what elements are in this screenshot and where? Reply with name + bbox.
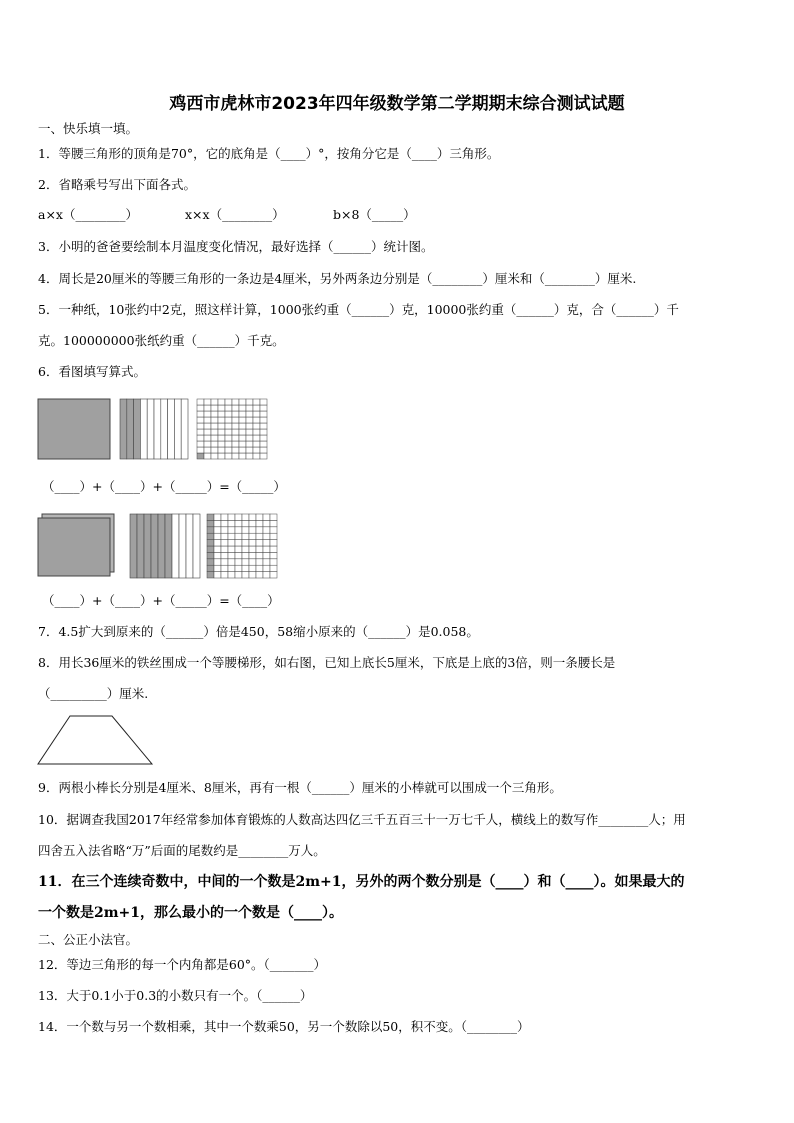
hundredth-cell	[235, 546, 242, 552]
hundredth-cell	[204, 411, 211, 417]
hundredth-cell	[256, 546, 263, 552]
question-6: 6．看图填写算式。	[38, 364, 146, 379]
hundredth-cell	[253, 441, 260, 447]
question-11-line-1: 11．在三个连续奇数中，中间的一个数是2m+1，另外的两个数分别是（____）和（____）。如果最大的	[38, 874, 685, 890]
hundredth-cell	[246, 429, 253, 435]
tenth-strip	[165, 514, 172, 578]
hundredth-cell	[204, 447, 211, 453]
question-12: 12．等边三角形的每一个内角都是60°。（_______）	[38, 957, 327, 972]
hundredth-cell	[207, 520, 214, 526]
hundredth-cell	[197, 441, 204, 447]
hundredth-cell	[249, 559, 256, 565]
hundredth-cell	[228, 514, 235, 520]
hundredth-cell	[256, 565, 263, 571]
hundredth-cell	[263, 540, 270, 546]
hundredth-cell	[260, 423, 267, 429]
tenth-strip	[140, 399, 147, 459]
tenth-strip	[158, 514, 165, 578]
hundredth-cell	[246, 417, 253, 423]
hundredth-cell	[225, 423, 232, 429]
hundredth-cell	[235, 565, 242, 571]
question-1: 1．等腰三角形的顶角是70°，它的底角是（____）°，按角分它是（____）三角形。	[38, 146, 500, 161]
hundredth-cell	[211, 423, 218, 429]
hundredth-cell	[263, 520, 270, 526]
hundredth-cell	[249, 527, 256, 533]
hundredth-cell	[242, 546, 249, 552]
hundredth-cell	[253, 417, 260, 423]
hundredth-cell	[235, 527, 242, 533]
hundredth-cell	[221, 533, 228, 539]
tenth-strip	[193, 514, 200, 578]
hundredth-cell	[263, 533, 270, 539]
hundredth-cell	[214, 559, 221, 565]
hundredth-cell	[225, 441, 232, 447]
hundredth-cell	[232, 399, 239, 405]
hundredth-cell	[207, 514, 214, 520]
hundredth-cell	[256, 559, 263, 565]
hundredth-cell	[197, 447, 204, 453]
full-square-front	[38, 518, 110, 576]
hundredth-cell	[270, 514, 277, 520]
hundredth-cell	[204, 435, 211, 441]
hundredth-cell	[256, 572, 263, 578]
hundredth-cell	[204, 423, 211, 429]
hundredth-cell	[211, 429, 218, 435]
hundredth-cell	[242, 572, 249, 578]
tenth-strip	[147, 399, 154, 459]
hundredth-cell	[242, 520, 249, 526]
hundredth-cell	[260, 405, 267, 411]
tenth-strip	[137, 514, 144, 578]
tenths-square	[130, 514, 200, 578]
hundredth-cell	[235, 552, 242, 558]
tenth-strip	[120, 399, 127, 459]
hundredths-square	[207, 514, 277, 578]
hundredth-cell	[218, 441, 225, 447]
hundredth-cell	[239, 447, 246, 453]
hundredth-cell	[246, 405, 253, 411]
hundredth-cell	[232, 411, 239, 417]
hundredth-cell	[232, 441, 239, 447]
question-2-item-2: x×x（________）	[185, 207, 285, 222]
hundredth-cell	[221, 565, 228, 571]
hundredth-cell	[242, 533, 249, 539]
hundredth-cell	[228, 546, 235, 552]
section-heading-1: 一、快乐填一填。	[38, 121, 139, 136]
hundredth-cell	[260, 411, 267, 417]
hundredth-cell	[256, 533, 263, 539]
hundredth-cell	[253, 429, 260, 435]
hundredth-cell	[204, 453, 211, 459]
hundredth-cell	[228, 572, 235, 578]
hundredth-cell	[218, 405, 225, 411]
question-5-line-1: 5．一种纸，10张约中2克，照这样计算，1000张约重（______）克，10000张约重（______）克，合（______）千	[38, 302, 679, 317]
hundredth-cell	[207, 540, 214, 546]
hundredth-cell	[228, 565, 235, 571]
hundredth-cell	[214, 533, 221, 539]
figure-row-1	[36, 397, 276, 463]
hundredth-cell	[221, 546, 228, 552]
hundredth-cell	[204, 441, 211, 447]
tenth-strip	[151, 514, 158, 578]
hundredth-cell	[260, 453, 267, 459]
hundredth-cell	[211, 441, 218, 447]
hundredth-cell	[260, 435, 267, 441]
hundredth-cell	[249, 540, 256, 546]
hundredth-cell	[197, 411, 204, 417]
hundredth-cell	[263, 546, 270, 552]
hundredth-cell	[207, 565, 214, 571]
hundredth-cell	[225, 429, 232, 435]
hundredth-cell	[246, 423, 253, 429]
hundredth-cell	[232, 405, 239, 411]
hundredth-cell	[218, 447, 225, 453]
hundredth-cell	[197, 435, 204, 441]
hundredth-cell	[204, 417, 211, 423]
question-10-line-1: 10．据调查我国2017年经常参加体育锻炼的人数高达四亿三千五百三十一万七千人，横线上的数写作________人；用	[38, 812, 686, 827]
hundredth-cell	[253, 447, 260, 453]
hundredth-cell	[232, 447, 239, 453]
tenth-strip	[179, 514, 186, 578]
hundredth-cell	[225, 435, 232, 441]
hundredth-cell	[221, 552, 228, 558]
hundredth-cell	[211, 453, 218, 459]
hundredth-cell	[228, 540, 235, 546]
hundredth-cell	[232, 423, 239, 429]
hundredth-cell	[221, 527, 228, 533]
hundredth-cell	[239, 423, 246, 429]
hundredth-cell	[246, 441, 253, 447]
hundredth-cell	[246, 447, 253, 453]
hundredth-cell	[235, 540, 242, 546]
hundredth-cell	[218, 453, 225, 459]
hundredth-cell	[242, 527, 249, 533]
hundredth-cell	[225, 399, 232, 405]
hundredth-cell	[263, 552, 270, 558]
hundredth-cell	[239, 453, 246, 459]
hundredth-cell	[270, 559, 277, 565]
figure-row-2	[36, 512, 286, 580]
hundredth-cell	[246, 453, 253, 459]
hundredth-cell	[260, 399, 267, 405]
hundredth-cell	[256, 520, 263, 526]
hundredth-cell	[249, 520, 256, 526]
hundredth-cell	[239, 429, 246, 435]
hundredths-square	[197, 399, 267, 459]
question-10-line-2: 四舍五入法省略“万”后面的尾数约是________万人。	[38, 843, 326, 858]
hundredth-cell	[256, 540, 263, 546]
hundredth-cell	[246, 399, 253, 405]
hundredth-cell	[218, 411, 225, 417]
hundredth-cell	[218, 399, 225, 405]
hundredth-cell	[228, 520, 235, 526]
hundredth-cell	[211, 405, 218, 411]
tenths-square	[120, 399, 188, 459]
hundredth-cell	[253, 411, 260, 417]
hundredth-cell	[204, 405, 211, 411]
hundredth-cell	[270, 520, 277, 526]
hundredth-cell	[221, 572, 228, 578]
hundredth-cell	[239, 417, 246, 423]
hundredth-cell	[211, 399, 218, 405]
hundredth-cell	[221, 520, 228, 526]
tenth-strip	[130, 514, 137, 578]
hundredth-cell	[232, 429, 239, 435]
hundredth-cell	[249, 514, 256, 520]
hundredth-cell	[256, 527, 263, 533]
tenth-strip	[172, 514, 179, 578]
hundredth-cell	[214, 565, 221, 571]
hundredth-cell	[235, 520, 242, 526]
hundredth-cell	[256, 552, 263, 558]
hundredth-cell	[221, 514, 228, 520]
hundredth-cell	[263, 565, 270, 571]
hundredth-cell	[242, 565, 249, 571]
hundredth-cell	[211, 417, 218, 423]
hundredth-cell	[197, 405, 204, 411]
hundredth-cell	[239, 435, 246, 441]
hundredth-cell	[207, 572, 214, 578]
hundredth-cell	[242, 552, 249, 558]
hundredth-cell	[242, 559, 249, 565]
page-title: 鸡西市虎林市2023年四年级数学第二学期期末综合测试试题	[169, 94, 625, 114]
hundredth-cell	[197, 423, 204, 429]
question-14: 14．一个数与另一个数相乘，其中一个数乘50，另一个数除以50，积不变。（________）	[38, 1019, 530, 1034]
tenth-strip	[181, 399, 188, 459]
hundredth-cell	[260, 447, 267, 453]
hundredth-cell	[260, 441, 267, 447]
question-3: 3．小明的爸爸要绘制本月温度变化情况，最好选择（______）统计图。	[38, 239, 434, 254]
hundredth-cell	[211, 435, 218, 441]
hundredth-cell	[197, 453, 204, 459]
question-8-line-1: 8．用长36厘米的铁丝围成一个等腰梯形，如右图，已知上底长5厘米，下底是上底的3倍，则一条腰长是	[38, 655, 616, 670]
hundredth-cell	[225, 453, 232, 459]
tenth-strip	[154, 399, 161, 459]
tenth-strip	[186, 514, 193, 578]
hundredth-cell	[246, 411, 253, 417]
question-6-equation-2: （____）+（____）+（_____）=（____）	[42, 593, 280, 608]
hundredth-cell	[228, 527, 235, 533]
hundredth-cell	[221, 540, 228, 546]
hundredth-cell	[249, 565, 256, 571]
tenth-strip	[134, 399, 141, 459]
question-6-equation-1: （____）+（____）+（_____）=（_____）	[42, 479, 286, 494]
hundredth-cell	[207, 559, 214, 565]
hundredth-cell	[214, 572, 221, 578]
question-8-line-2: （_________）厘米.	[38, 686, 149, 701]
hundredth-cell	[204, 399, 211, 405]
hundredth-cell	[207, 546, 214, 552]
question-2-item-3: b×8（_____）	[333, 207, 416, 222]
full-square	[38, 399, 110, 459]
hundredth-cell	[260, 417, 267, 423]
hundredth-cell	[225, 405, 232, 411]
hundredth-cell	[214, 527, 221, 533]
hundredth-cell	[249, 533, 256, 539]
hundredth-cell	[207, 552, 214, 558]
hundredth-cell	[253, 453, 260, 459]
hundredth-cell	[221, 559, 228, 565]
section-heading-2: 二、公正小法官。	[38, 932, 139, 947]
hundredth-cell	[270, 565, 277, 571]
hundredth-cell	[218, 429, 225, 435]
hundredth-cell	[218, 423, 225, 429]
question-2: 2．省略乘号写出下面各式。	[38, 177, 196, 192]
hundredth-cell	[253, 435, 260, 441]
hundredth-cell	[232, 417, 239, 423]
hundredth-cell	[228, 559, 235, 565]
hundredth-cell	[260, 429, 267, 435]
hundredth-cell	[214, 514, 221, 520]
hundredth-cell	[225, 417, 232, 423]
hundredth-cell	[207, 533, 214, 539]
hundredth-cell	[270, 552, 277, 558]
hundredth-cell	[228, 552, 235, 558]
hundredth-cell	[207, 527, 214, 533]
hundredth-cell	[232, 435, 239, 441]
question-13: 13．大于0.1小于0.3的小数只有一个。（______）	[38, 988, 313, 1003]
hundredth-cell	[197, 399, 204, 405]
hundredth-cell	[214, 546, 221, 552]
hundredth-cell	[197, 429, 204, 435]
hundredth-cell	[263, 572, 270, 578]
question-9: 9．两根小棒长分别是4厘米、8厘米，再有一根（______）厘米的小棒就可以围成一个三角形。	[38, 780, 562, 795]
hundredth-cell	[239, 411, 246, 417]
hundredth-cell	[218, 435, 225, 441]
hundredth-cell	[214, 540, 221, 546]
hundredth-cell	[270, 540, 277, 546]
tenth-strip	[161, 399, 168, 459]
hundredth-cell	[232, 453, 239, 459]
hundredth-cell	[228, 533, 235, 539]
question-2-item-1: a×x（________）	[38, 207, 138, 222]
hundredth-cell	[270, 533, 277, 539]
hundredth-cell	[239, 441, 246, 447]
hundredth-cell	[270, 527, 277, 533]
hundredth-cell	[235, 514, 242, 520]
hundredth-cell	[249, 546, 256, 552]
hundredth-cell	[239, 399, 246, 405]
hundredth-cell	[211, 411, 218, 417]
question-7: 7．4.5扩大到原来的（______）倍是450，58缩小原来的（______）是0.058。	[38, 624, 479, 639]
question-4: 4．周长是20厘米的等腰三角形的一条边是4厘米，另外两条边分别是（________）厘米和（________）厘米.	[38, 271, 637, 286]
hundredth-cell	[211, 447, 218, 453]
tenth-strip	[168, 399, 175, 459]
tenth-strip	[127, 399, 134, 459]
hundredth-cell	[225, 447, 232, 453]
hundredth-cell	[214, 520, 221, 526]
hundredth-cell	[270, 572, 277, 578]
hundredth-cell	[225, 411, 232, 417]
hundredth-cell	[253, 405, 260, 411]
hundredth-cell	[235, 533, 242, 539]
tenth-strip	[144, 514, 151, 578]
hundredth-cell	[249, 572, 256, 578]
hundredth-cell	[235, 559, 242, 565]
hundredth-cell	[246, 435, 253, 441]
hundredth-cell	[249, 552, 256, 558]
tenth-strip	[174, 399, 181, 459]
hundredth-cell	[214, 552, 221, 558]
question-5-line-2: 克。100000000张纸约重（______）千克。	[38, 333, 285, 348]
hundredth-cell	[263, 514, 270, 520]
hundredth-cell	[263, 559, 270, 565]
hundredth-cell	[263, 527, 270, 533]
question-11-line-2: 一个数是2m+1，那么最小的一个数是（____）。	[38, 905, 344, 921]
hundredth-cell	[197, 417, 204, 423]
hundredth-cell	[204, 429, 211, 435]
hundredth-cell	[239, 405, 246, 411]
hundredth-cell	[253, 399, 260, 405]
hundredth-cell	[256, 514, 263, 520]
hundredth-cell	[218, 417, 225, 423]
trapezoid-figure	[36, 714, 156, 768]
hundredth-cell	[270, 546, 277, 552]
hundredth-cell	[242, 540, 249, 546]
hundredth-cell	[253, 423, 260, 429]
hundredth-cell	[235, 572, 242, 578]
hundredth-cell	[242, 514, 249, 520]
